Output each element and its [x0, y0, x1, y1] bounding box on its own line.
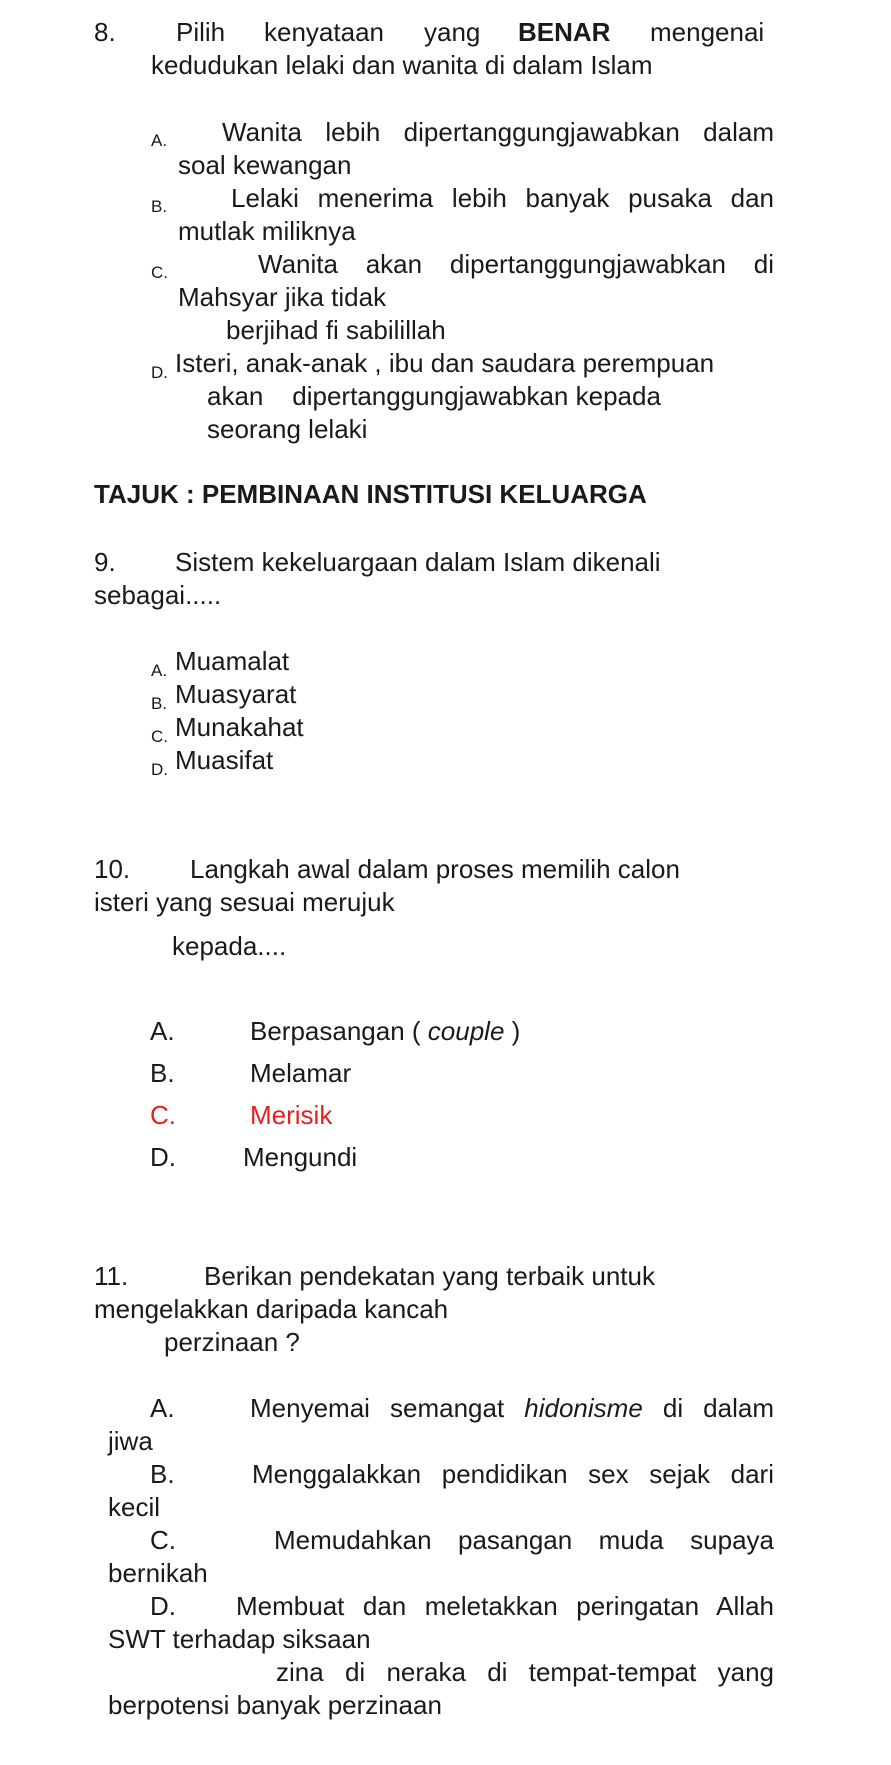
question-text: Langkah awal dalam proses memilih calon [190, 854, 680, 884]
option-letter-answer: C. [150, 1100, 176, 1130]
option-letter: B. [151, 694, 168, 713]
question-text: kedudukan lelaki dan wanita di dalam Islam [151, 50, 653, 80]
option-text: jiwa [108, 1426, 153, 1456]
question-text: Sistem kekeluargaan dalam Islam dikenali [175, 547, 661, 577]
option-text: Melamar [250, 1058, 352, 1088]
question-number: 11. [94, 1261, 129, 1291]
question-number: 9. [94, 547, 116, 577]
section-heading: TAJUK : PEMBINAAN INSTITUSI KELUARGA [94, 479, 647, 509]
option-text: berjihad fi sabilillah [226, 315, 446, 345]
option-text: Munakahat [175, 712, 304, 742]
question-number: 8. [94, 17, 116, 47]
option-letter: A. [151, 661, 168, 680]
option-letter: D. [151, 760, 168, 779]
option-text: Muasyarat [175, 679, 297, 709]
option-text: berpotensi banyak perzinaan [108, 1690, 442, 1720]
option-text-answer: Merisik [250, 1100, 333, 1130]
option-text: kecil [108, 1492, 161, 1522]
option-letter: B. [150, 1459, 175, 1489]
question-number: 10. [94, 854, 131, 884]
option-text: Wanita akan dipertanggungjawabkan di [258, 249, 774, 279]
question-text: kepada.... [172, 931, 287, 961]
question-word: yang [424, 17, 481, 47]
option-text: Mengundi [243, 1142, 358, 1172]
option-text: Memudahkan pasangan muda supaya [274, 1525, 774, 1555]
question-word: mengenai [650, 17, 765, 47]
option-text: Menggalakkan pendidikan sex sejak dari [252, 1459, 774, 1489]
option-text: SWT terhadap siksaan [108, 1624, 371, 1654]
question-text: sebagai..... [94, 580, 222, 610]
option-text: Membuat dan meletakkan peringatan Allah [236, 1591, 774, 1621]
option-text: Isteri, anak-anak , ibu dan saudara perempuan [175, 348, 715, 378]
question-word: kenyataan [264, 17, 384, 47]
question-word: Pilih [176, 17, 226, 47]
option-letter: C. [151, 263, 168, 282]
option-letter: D. [150, 1591, 176, 1621]
option-text: seorang lelaki [207, 414, 368, 444]
option-text: zina di neraka di tempat-tempat yang [276, 1657, 774, 1687]
option-letter: D. [150, 1142, 176, 1172]
option-letter: A. [151, 131, 168, 150]
question-text: Berikan pendekatan yang terbaik untuk [204, 1261, 655, 1291]
question-text: perzinaan ? [164, 1327, 300, 1357]
option-letter: B. [150, 1058, 175, 1088]
option-text: mutlak miliknya [178, 216, 356, 246]
option-letter: D. [151, 363, 168, 382]
option-text: soal kewangan [178, 150, 352, 180]
option-text: Wanita lebih dipertanggungjawabkan dalam [222, 117, 774, 147]
question-text: mengelakkan daripada kancah [94, 1294, 449, 1324]
option-letter: C. [151, 727, 168, 746]
option-text: akan dipertanggungjawabkan kepada [207, 381, 661, 411]
option-text: Muasifat [175, 745, 274, 775]
option-text: Lelaki menerima lebih banyak pusaka dan [231, 183, 774, 213]
option-text: Muamalat [175, 646, 290, 676]
option-letter: A. [150, 1016, 175, 1046]
option-text: Mahsyar jika tidak [178, 282, 387, 312]
question-text: isteri yang sesuai merujuk [94, 887, 395, 917]
option-letter: C. [150, 1525, 176, 1555]
option-text: bernikah [108, 1558, 208, 1588]
option-text: Menyemai semangat hidonisme di dalam [250, 1393, 774, 1423]
option-text: Berpasangan ( couple ) [250, 1016, 521, 1046]
option-letter: A. [150, 1393, 175, 1423]
option-letter: B. [151, 197, 168, 216]
question-emphasis: BENAR [518, 17, 611, 47]
